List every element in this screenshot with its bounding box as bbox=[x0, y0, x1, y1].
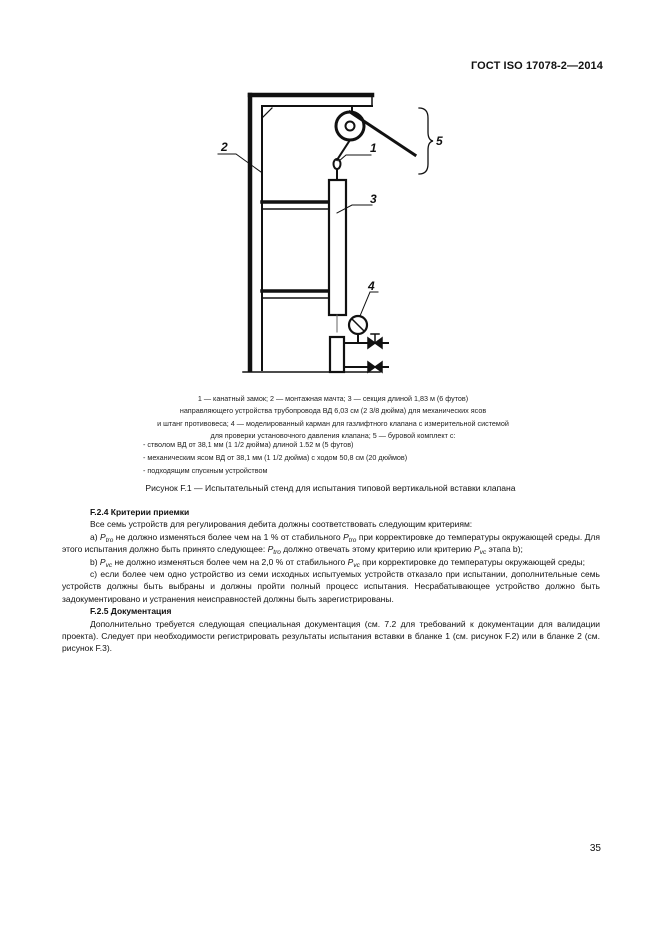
kit-bracket bbox=[419, 108, 433, 174]
legend-line: для проверки установочного давления клапана; 5 — буровой комплект с: bbox=[210, 430, 456, 440]
criterion-b: b) $P_{vc}$ не должно изменяться более чем на 2,0 % от стабильного $P_{vc}$ при корректировке до температуры окружающей среды; bbox=[90, 556, 585, 569]
criterion-c: с) если более чем одно устройство из семи исходных испытуемых устройств отказало при испытании, дополнительные семь устройств должны быть выбраны и должны пройти полный процесс испытания. Несрабатывающее устройство должно быть задокументировано и устранения неисправностей должны быть зарегистрированы. bbox=[62, 569, 600, 604]
legend-line: 1 — канатный замок; 2 — монтажная мачта; 3 — секция длиной 1,83 м (6 футов) bbox=[197, 394, 469, 403]
rope-socket bbox=[334, 159, 341, 178]
guide-section-tube bbox=[329, 180, 346, 315]
legend-item: - подходящим спускным устройством bbox=[143, 466, 268, 476]
criterion-a: а) $P_{tro}$ не должно изменяться более чем на 1 % от стабильного $P_{tro}$ при корректировке до температуры окружающей среды. Для этого испытания должно быть принято следующее: $P_{tro}$ должно отвечать этому критерию или критерию $P_{vc}$ этапа b); bbox=[62, 531, 600, 557]
section-heading-f24: F.2.4 Критерии приемки bbox=[90, 507, 190, 517]
label-5: 5 bbox=[436, 134, 443, 148]
section-heading-f25: F.2.5 Документация bbox=[90, 606, 172, 617]
main-text bbox=[62, 506, 600, 655]
label-1: 1 bbox=[370, 141, 377, 155]
page-number: 35 bbox=[589, 843, 601, 854]
legend-line: направляющего устройства трубопровода ВД 6,03 см (2 3/8 дюйма) для механических ясов bbox=[179, 406, 487, 416]
test-stand-figure bbox=[0, 0, 661, 400]
label-4: 4 bbox=[368, 279, 375, 293]
criteria-intro: Все семь устройств для регулирования дебита должны соответствовать следующим критериям: bbox=[90, 519, 473, 530]
figure-caption: Рисунок F.1 — Испытательный стенд для испытания типовой вертикальной вставки клапана bbox=[145, 483, 516, 493]
pressure-gauge bbox=[349, 316, 367, 343]
valve-upper-icon bbox=[368, 334, 382, 348]
legend-item-list bbox=[143, 438, 543, 478]
figure-legend bbox=[118, 393, 548, 442]
label-2: 2 bbox=[221, 140, 228, 154]
valve-lower-icon bbox=[368, 362, 382, 372]
label-3: 3 bbox=[370, 192, 377, 206]
documentation-paragraph: Дополнительно требуется следующая специальная документация (см. 7.2 для требований к документации для валидации проекта). Следует при необходимости регистрировать результаты испытания вставки в бланке 1 (см. рисунок F.2) или в бланке 2 (см. рисунок F.3). bbox=[62, 618, 600, 654]
legend-line: и штанг противовеса; 4 — моделированный карман для газлифтного клапана с измерительной системой bbox=[157, 418, 509, 428]
legend-item: - механическим ясом ВД от 38,1 мм (1 1/2 дюйма) с ходом 50,8 см (20 дюймов) bbox=[143, 453, 408, 463]
legend-item: - стволом ВД от 38,1 мм (1 1/2 дюйма) длиной 1.52 м (5 футов) bbox=[143, 440, 354, 449]
document-header: ГОСТ ISO 17078-2—2014 bbox=[470, 60, 603, 72]
